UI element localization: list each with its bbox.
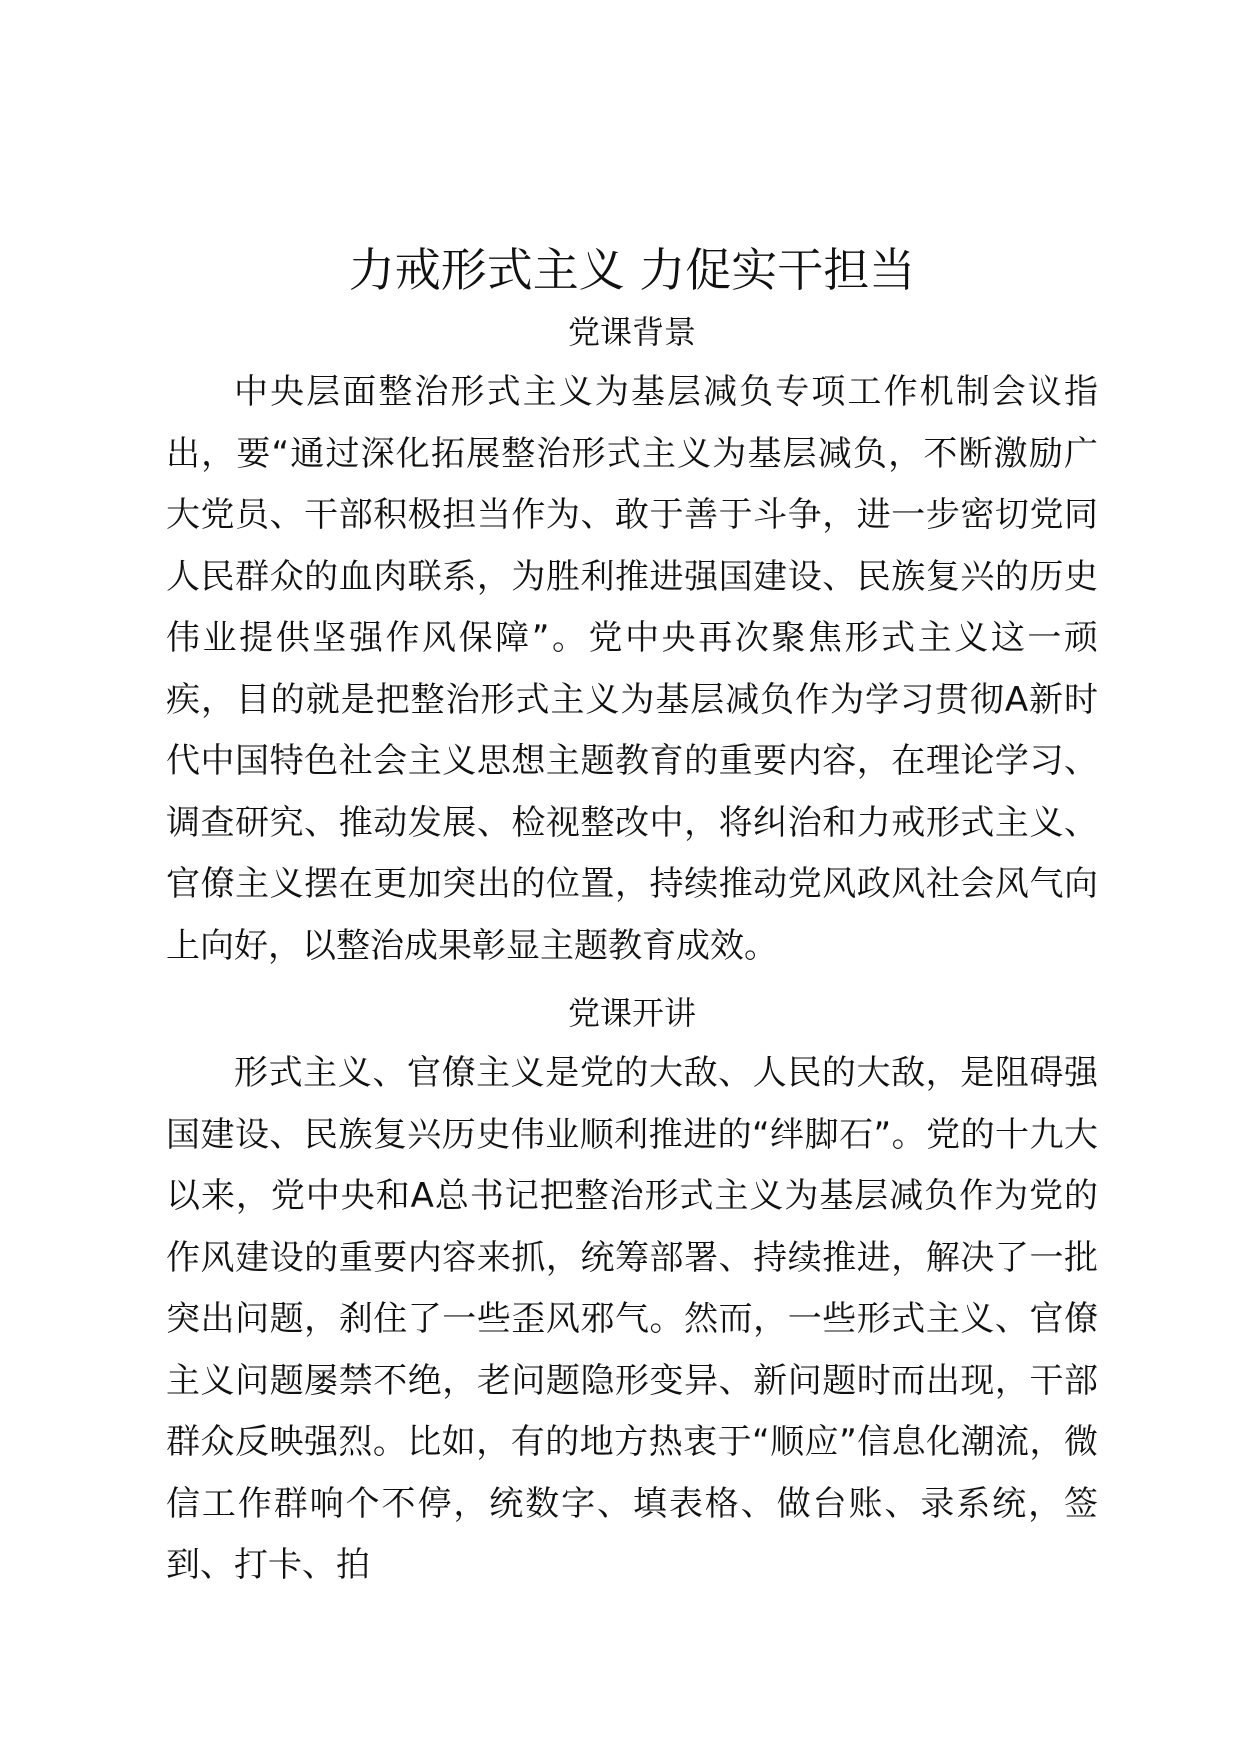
document-page [166,238,1098,1597]
section-background [166,302,1098,977]
section-lecture [166,983,1098,1597]
paragraph-lecture: 形式主义、官僚主义是党的大敌、人民的大敌，是阻碍强国建设、民族复兴历史伟业顺利推进的“绊脚石”。党的十九大以来，党中央和A总书记把整治形式主义为基层减负作为党的作风建设的重要内容来抓，统筹部署、持续推进，解决了一批突出问题，刹住了一些歪风邪气。然而，一些形式主义、官僚主义问题屡禁不绝，老问题隐形变异、新问题时而出现，干部群众反映强烈。比如，有的地方热衷于“顺应”信息化潮流，微信工作群响个不停，统数字、填表格、做台账、录系统，签到、打卡、拍 [166,1053,1098,1585]
section-heading-background: 党课背景 [567,313,696,351]
section-heading-lecture: 党课开讲 [567,994,696,1032]
paragraph-background: 中央层面整治形式主义为基层减负专项工作机制会议指出，要“通过深化拓展整治形式主义为基层减负，不断激励广大党员、干部积极担当作为、敢于善于斗争，进一步密切党同人民群众的血肉联系，为胜利推进强国建设、民族复兴的历史伟业提供坚强作风保障”。党中央再次聚焦形式主义这一顽疾，目的就是把整治形式主义为基层减负作为学习贯彻A新时代中国特色社会主义思想主题教育的重要内容，在理论学习、调查研究、推动发展、检视整改中，将纠治和力戒形式主义、官僚主义摆在更加突出的位置，持续推动党风政风社会风气向上向好，以整治成果彰显主题教育成效。 [166,372,1098,966]
document-title: 力戒形式主义 力促实干担当 [348,243,916,297]
